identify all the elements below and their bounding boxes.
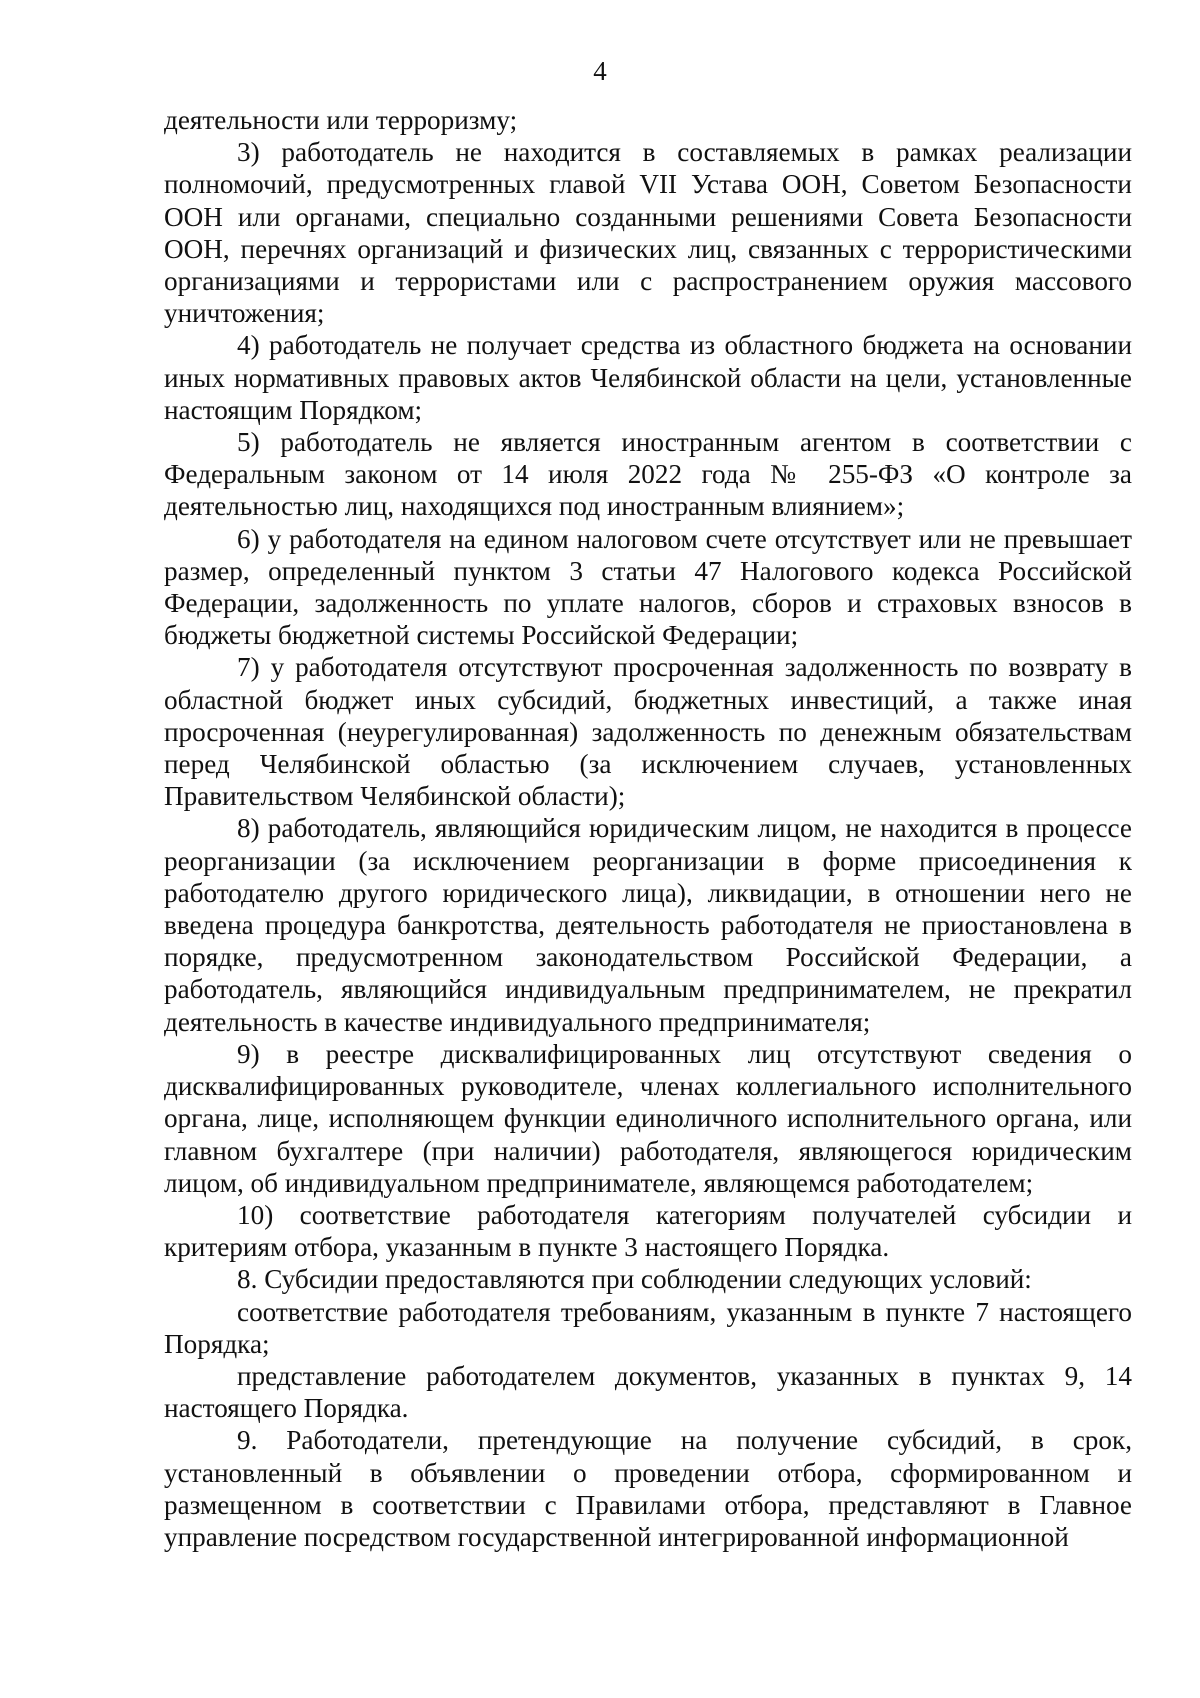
paragraph-item-3: 3) работодатель не находится в составляемых в рамках реализации полномочий, предусмотренных главой VII Устава ООН, Советом Безопасности ООН или органами, специально созданными решениями Совета Безопасности ООН, перечнях организаций и физических лиц, связанных с террористическими организациями и террористами или с распространением оружия массового уничтожения; <box>164 137 1132 329</box>
paragraph-condition-1: соответствие работодателя требованиям, указанным в пункте 7 настоящего Порядка; <box>164 1296 1132 1359</box>
paragraph-condition-2: представление работодателем документов, указанных в пунктах 9, 14 настоящего Порядка. <box>164 1360 1132 1424</box>
paragraph-item-6: 6) у работодателя на едином налоговом счете отсутствует или не превышает размер, определенный пунктом 3 статьи 47 Налогового кодекса Российской Федерации, задолженность по уплате налогов, сборов и страховых взносов в бюджеты бюджетной системы Российской Федерации; <box>164 523 1132 651</box>
paragraph-item-5: 5) работодатель не является иностранным агентом в соответствии с Федеральным законом от 14 июля 2022 года № 255-ФЗ «О контроле за деятельностью лиц, находящихся под иностранным влиянием»; <box>164 427 1132 522</box>
paragraph-item-10: 10) соответствие работодателя категориям получателей субсидии и критериям отбора, указанным в пункте 3 настоящего Порядка. <box>164 1199 1132 1263</box>
document-body <box>164 104 1132 1553</box>
page-number: 4 <box>593 56 607 86</box>
paragraph-item-8: 8) работодатель, являющийся юридическим лицом, не находится в процессе реорганизации (за исключением реорганизации в форме присоединения к работодателю другого юридического лица), ликвидации, в отношении него не введена процедура банкротства, деятельность работодателя не приостановлена в порядке, предусмотренном законодательством Российской Федерации, а работодатель, являющийся индивидуальным предпринимателем, не прекратил деятельность в качестве индивидуального предпринимателя; <box>164 813 1132 1037</box>
paragraph-item-9: 9) в реестре дисквалифицированных лиц отсутствуют сведения о дисквалифицированных руководителе, членах коллегиального исполнительного органа, лице, исполняющем функции единоличного исполнительного органа, или главном бухгалтере (при наличии) работодателя, являющегося юридическим лицом, об индивидуальном предпринимателе, являющемся работодателем; <box>164 1038 1132 1198</box>
paragraph-item-7: 7) у работодателя отсутствуют просроченная задолженность по возврату в областной бюджет иных субсидий, бюджетных инвестиций, а также иная просроченная (неурегулированная) задолженность по денежным обязательствам перед Челябинской областью (за исключением случаев, установленных Правительством Челябинской области); <box>164 652 1132 812</box>
paragraph-section-9: 9. Работодатели, претендующие на получение субсидий, в срок, установленный в объявлении о проведении отбора, сформированном и размещенном в соответствии с Правилами отбора, представляют в Главное управление посредством государственной интегрированной информационной <box>164 1425 1132 1552</box>
paragraph-item-4: 4) работодатель не получает средства из областного бюджета на основании иных нормативных правовых актов Челябинской области на цели, установленные настоящим Порядком; <box>164 330 1132 425</box>
paragraph-section-8: 8. Субсидии предоставляются при соблюдении следующих условий: <box>237 1264 1032 1295</box>
paragraph-continuation: деятельности или терроризму; <box>164 105 518 135</box>
